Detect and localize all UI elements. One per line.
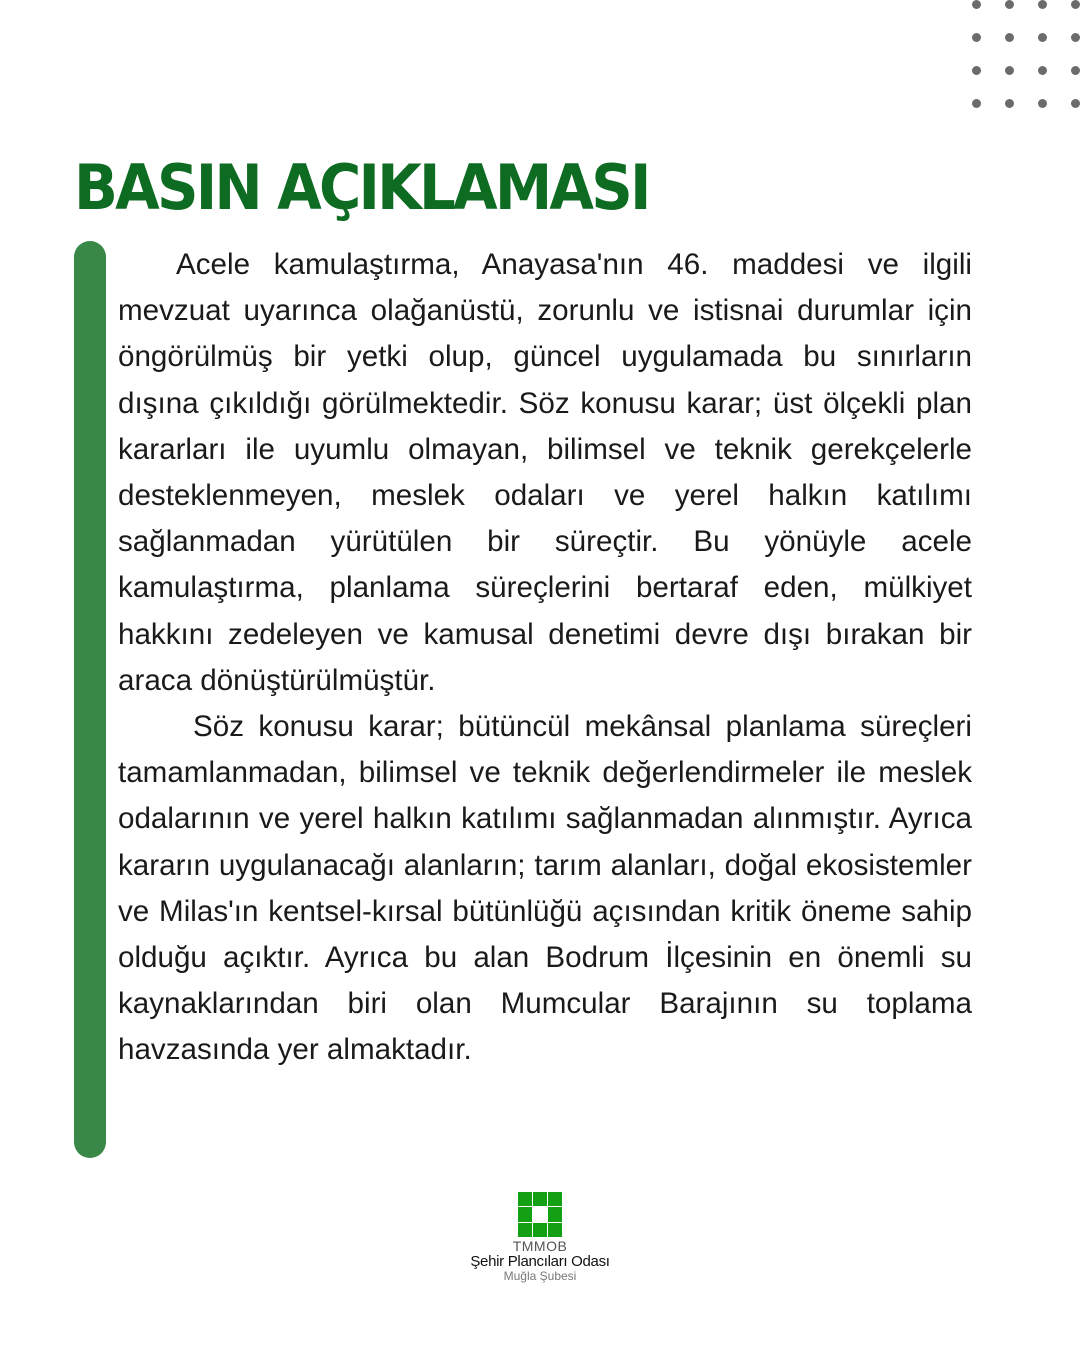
dot — [972, 33, 981, 42]
dot — [972, 99, 981, 108]
dot — [1071, 66, 1080, 75]
dot — [972, 66, 981, 75]
accent-bar — [74, 241, 106, 1158]
paragraph: Söz konusu karar; bütüncül mekânsal planlama süreçleri tamamlanmadan, bilimsel ve teknik değerlendirmeler ile meslek odalarının ve yerel halkın katılımı sağlanmadan alınmıştır. Ayrıca kararın uygulanacağı alanların; tarım alanları, doğal ekosistemler ve Milas'ın kentsel-kırsal bütünlüğü açısından kritik öneme sahip olduğu açıktır. Ayrıca bu alan Bodrum İlçesinin en önemli su kaynaklarından biri olan Mumcular Barajının su toplama havzasında yer almaktadır. — [118, 710, 972, 1067]
dot — [972, 0, 981, 9]
dot — [1038, 33, 1047, 42]
organization-logo — [440, 1192, 640, 1283]
dot — [1005, 33, 1014, 42]
dot — [1071, 0, 1080, 9]
dot — [1038, 99, 1047, 108]
decorative-dot-grid — [966, 0, 1080, 112]
tmmob-grid-logo-icon — [518, 1192, 563, 1237]
dot — [1005, 0, 1014, 9]
press-release-body — [118, 242, 972, 1074]
page-title: BASIN AÇIKLAMASI — [74, 151, 649, 224]
paragraph: Acele kamulaştırma, Anayasa'nın 46. maddesi ve ilgili mevzuat uyarınca olağanüstü, zorunlu ve istisnai durumlar için öngörülmüş bir yetki olup, güncel uygulamada bu sınırların dışına çıkıldığı görülmektedir. Söz konusu karar; üst ölçekli plan kararları ile uyumlu olmayan, bilimsel ve teknik gerekçelerle desteklenmeyen, meslek odaları ve yerel halkın katılımı sağlanmadan yürütülen bir süreçtir. Bu yönüyle acele kamulaştırma, planlama süreçlerini bertaraf eden, mülkiyet hakkını zedeleyen ve kamusal denetimi devre dışı bırakan bir araca dönüştürülmüştür. — [118, 248, 972, 697]
dot — [1038, 66, 1047, 75]
dot — [1071, 33, 1080, 42]
dot — [1005, 66, 1014, 75]
dot — [1038, 0, 1047, 9]
logo-branch: Muğla Şubesi — [503, 1269, 577, 1283]
logo-name: Şehir Plancıları Odası — [470, 1253, 610, 1270]
dot — [1005, 99, 1014, 108]
dot — [1071, 99, 1080, 108]
logo-org: TMMOB — [512, 1238, 568, 1254]
